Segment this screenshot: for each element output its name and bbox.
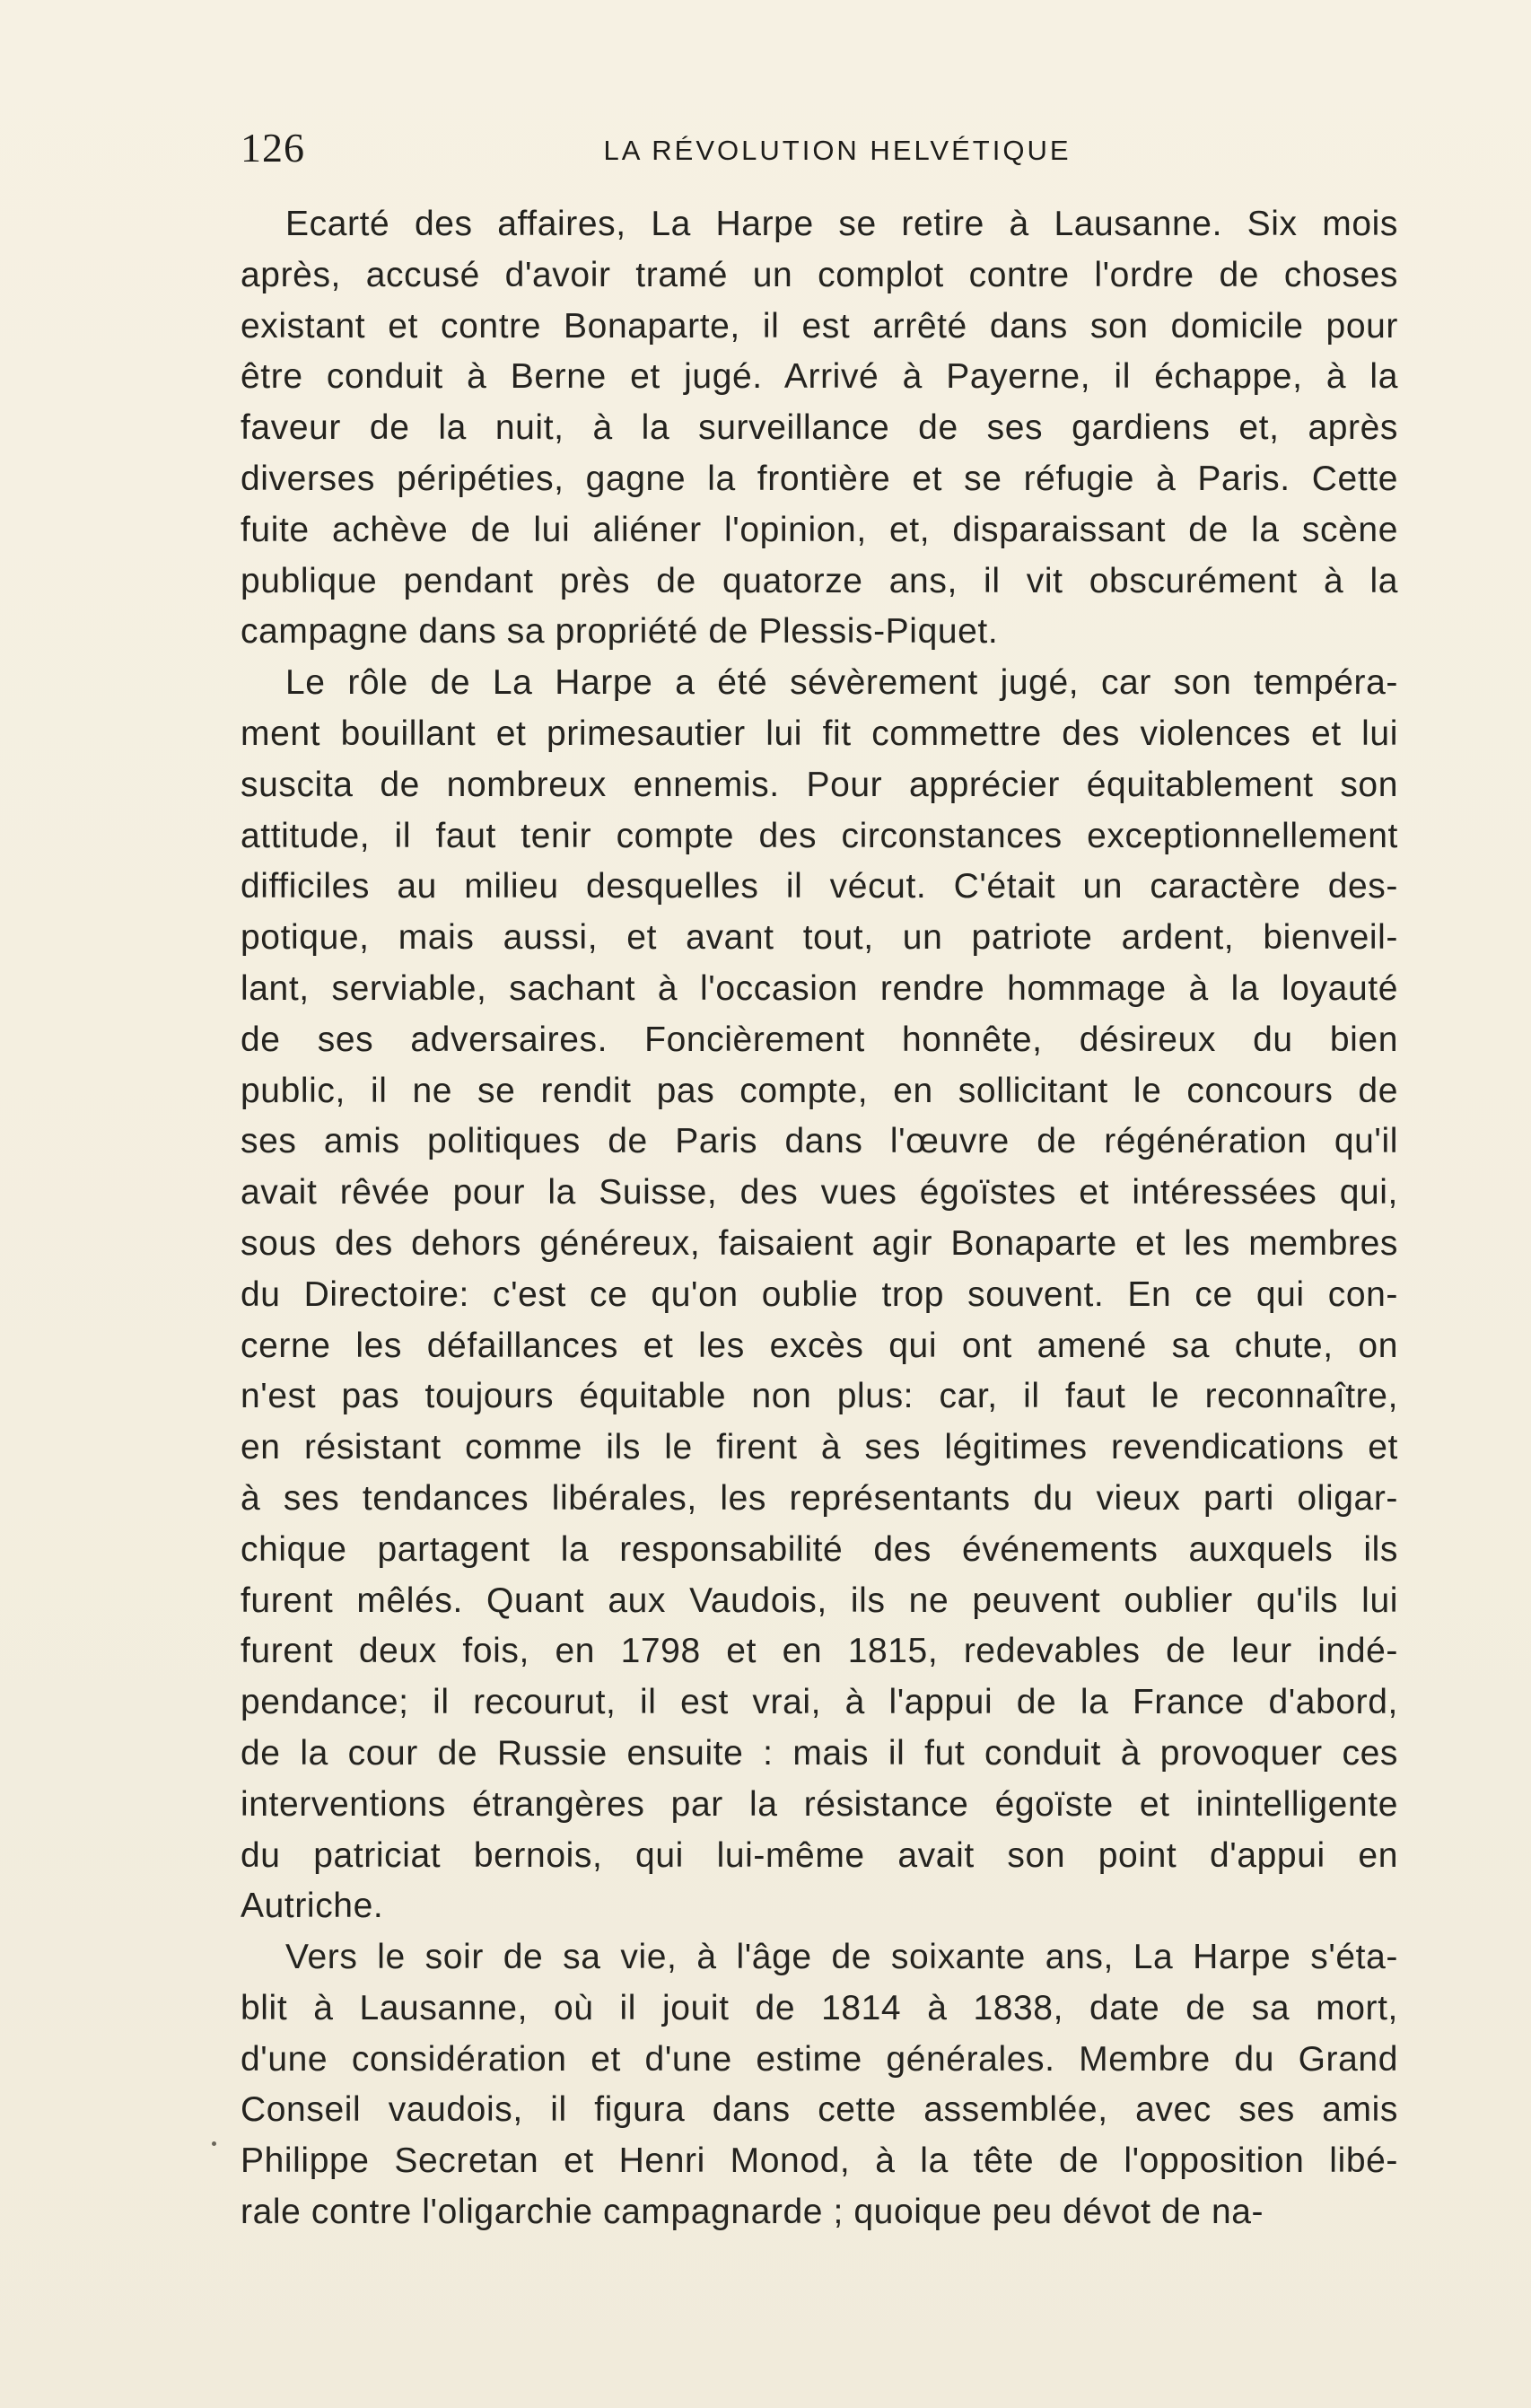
text-line: ses amis politiques de Paris dans l'œuvre de régénération qu'il (241, 1122, 1398, 1161)
paragraph-container (241, 199, 1398, 2238)
text-line: Ecarté des affaires, La Harpe se retire à Lausanne. Six mois (285, 205, 1398, 243)
text-line: n'est pas toujours équitable non plus: car, il faut le reconnaître, (241, 1377, 1398, 1416)
text-line: existant et contre Bonaparte, il est arrêté dans son domicile pour (241, 306, 1398, 346)
text-line: interventions étrangères par la résistance égoïste et inintelligente (241, 1784, 1398, 1824)
text-line: potique, mais aussi, et avant tout, un patriote ardent, bienveil- (241, 918, 1398, 958)
text-line: furent mêlés. Quant aux Vaudois, ils ne peuvent oublier qu'ils lui (241, 1581, 1398, 1620)
text-line: fuite achève de lui aliéner l'opinion, et, disparaissant de la scène (241, 510, 1398, 549)
text-line: rale contre l'oligarchie campagnarde ; quoique peu dévot de na- (241, 2193, 1264, 2232)
paragraph (241, 199, 1398, 658)
text-line: difficiles au milieu desquelles il vécut. C'était un caractère des- (241, 867, 1398, 906)
text-line: en résistant comme ils le firent à ses légitimes revendications et (241, 1428, 1398, 1467)
text-line: d'une considération et d'une estime générales. Membre du Grand (241, 2039, 1398, 2079)
text-line: de la cour de Russie ensuite : mais il fut conduit à provoquer ces (241, 1733, 1398, 1773)
text-line: cerne les défaillances et les excès qui ont amené sa chute, on (241, 1326, 1398, 1365)
text-line: Philippe Secretan et Henri Monod, à la tête de l'opposition libé- (241, 2141, 1398, 2181)
text-line: faveur de la nuit, à la surveillance de ses gardiens et, après (241, 408, 1398, 448)
text-line: attitude, il faut tenir compte des circonstances exceptionnellement (241, 816, 1398, 855)
page-number: 126 (241, 125, 305, 171)
text-line: Conseil vaudois, il figura dans cette assemblée, avec ses amis (241, 2090, 1398, 2130)
paragraph (241, 1932, 1398, 2238)
text-line: Le rôle de La Harpe a été sévèrement jugé, car son tempéra- (285, 663, 1398, 703)
text-line: suscita de nombreux ennemis. Pour apprécier équitablement son (241, 765, 1398, 804)
text-line: sous des dehors généreux, faisaient agir Bonaparte et les membres (241, 1223, 1398, 1263)
text-line: de ses adversaires. Foncièrement honnête, désireux du bien (241, 1020, 1398, 1059)
text-line: après, accusé d'avoir tramé un complot contre l'ordre de choses (241, 255, 1398, 294)
text-line: publique pendant près de quatorze ans, il vit obscurément à la (241, 561, 1398, 600)
text-line: ment bouillant et primesautier lui fit commettre des violences et lui (241, 714, 1398, 753)
text-line: lant, serviable, sachant à l'occasion rendre hommage à la loyauté (241, 968, 1398, 1008)
text-line: Vers le soir de sa vie, à l'âge de soixante ans, La Harpe s'éta- (285, 1938, 1398, 1977)
text-line: public, il ne se rendit pas compte, en sollicitant le concours de (241, 1071, 1398, 1110)
print-speck (212, 2141, 216, 2146)
text-line: chique partagent la responsabilité des événements auxquels ils (241, 1529, 1398, 1569)
body-text (241, 199, 1398, 2238)
paragraph (241, 658, 1398, 1932)
running-title: LA RÉVOLUTION HELVÉTIQUE (603, 135, 1072, 166)
page-header (241, 120, 1398, 174)
text-line: du patriciat bernois, qui lui-même avait son point d'appui en (241, 1835, 1398, 1875)
text-line: pendance; il recourut, il est vrai, à l'appui de la France d'abord, (241, 1683, 1398, 1722)
text-line: être conduit à Berne et jugé. Arrivé à Payerne, il échappe, à la (241, 357, 1398, 397)
text-line: à ses tendances libérales, les représentants du vieux parti oligar- (241, 1478, 1398, 1518)
text-line: avait rêvée pour la Suisse, des vues égoïstes et intéressées qui, (241, 1173, 1398, 1213)
text-line: furent deux fois, en 1798 et en 1815, redevables de leur indé- (241, 1632, 1398, 1671)
text-line: Autriche. (241, 1887, 384, 1926)
text-line: diverses péripéties, gagne la frontière et se réfugie à Paris. Cette (241, 459, 1398, 498)
text-line: blit à Lausanne, où il jouit de 1814 à 1838, date de sa mort, (241, 1988, 1398, 2027)
text-line: campagne dans sa propriété de Plessis-Piquet. (241, 612, 999, 652)
text-line: du Directoire: c'est ce qu'on oublie trop souvent. En ce qui con- (241, 1274, 1398, 1314)
